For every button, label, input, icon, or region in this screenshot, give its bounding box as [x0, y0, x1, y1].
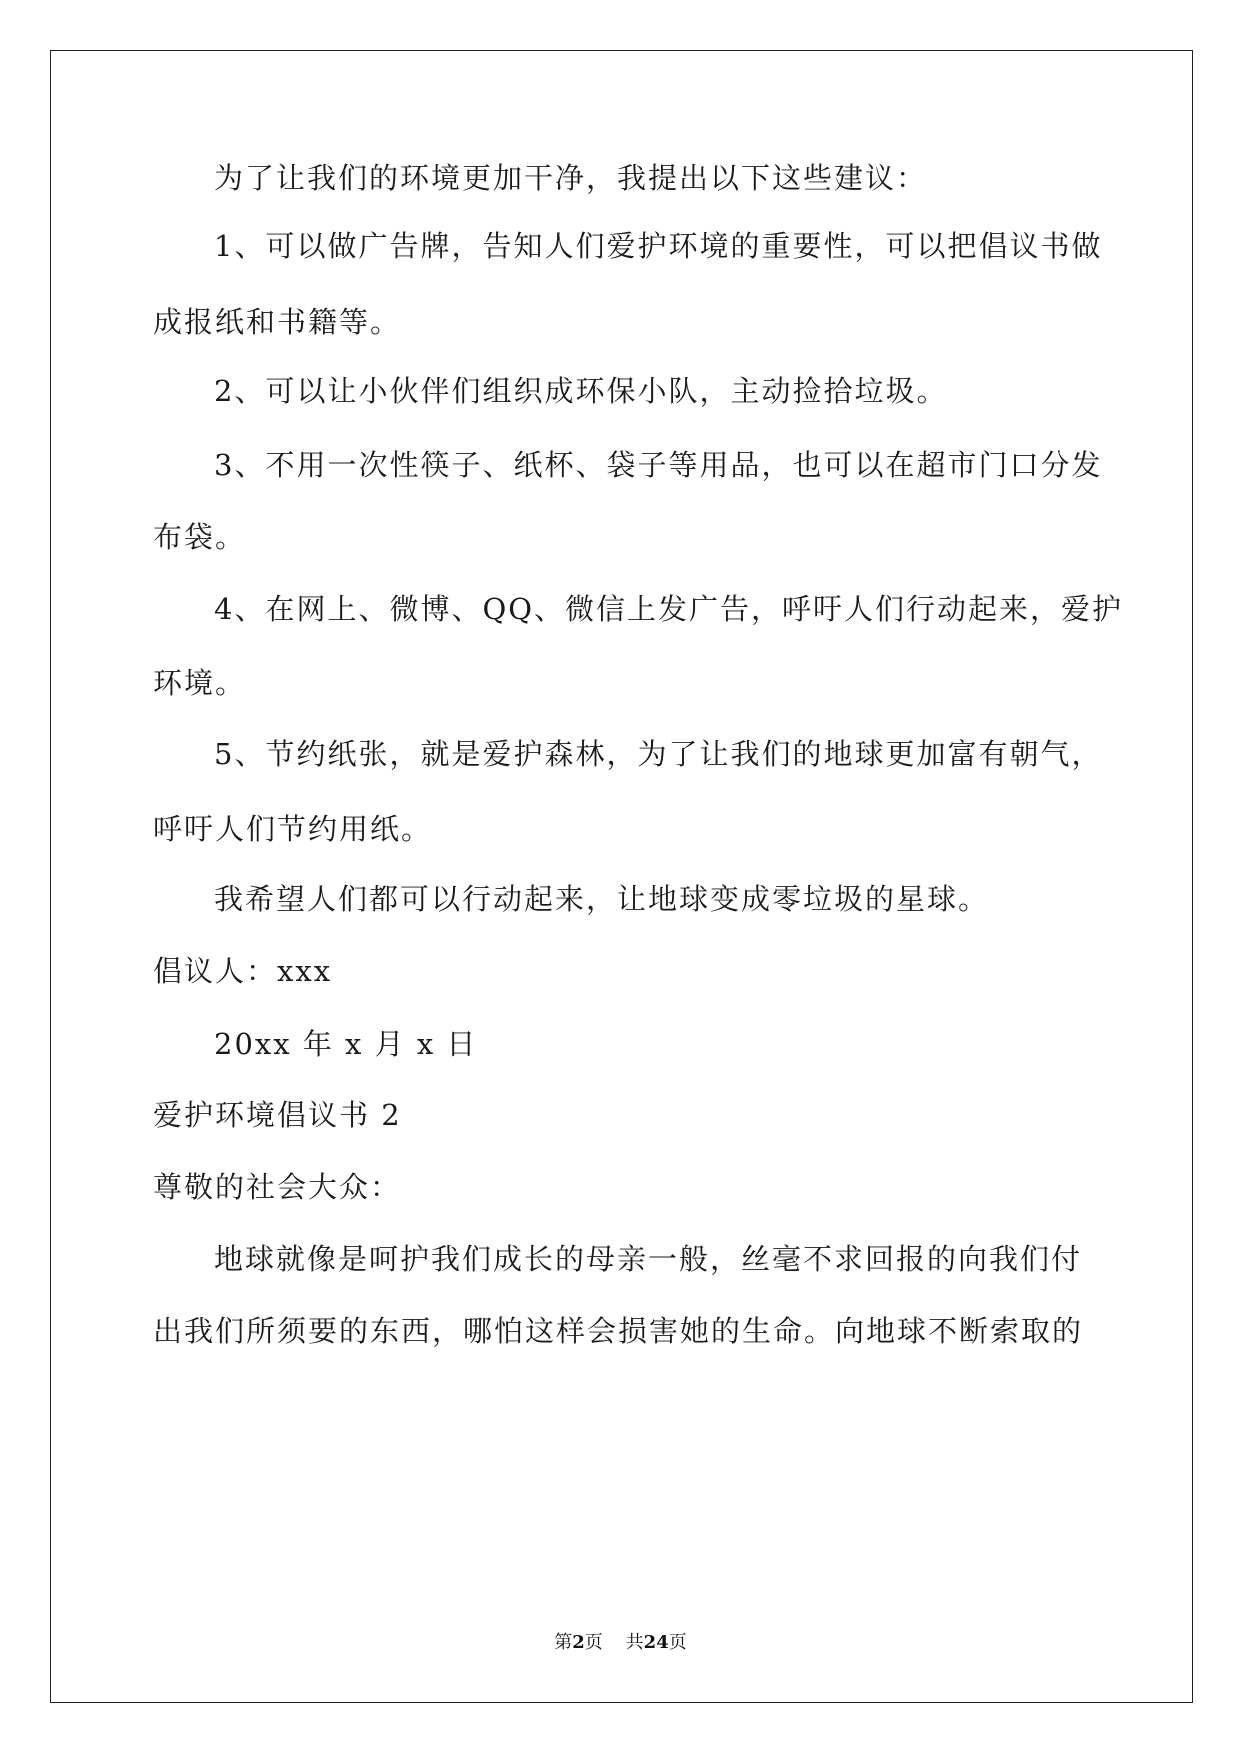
suggestion-4-line-1: 4、在网上、微博、QQ、微信上发广告，呼吁人们行动起来，爱护	[214, 592, 1124, 626]
date-line: 20xx 年 x 月 x 日	[214, 1027, 478, 1061]
body-paragraph-line-1: 地球就像是呵护我们成长的母亲一般，丝毫不求回报的向我们付	[214, 1242, 1083, 1276]
suggestion-1-line-2: 成报纸和书籍等。	[153, 305, 402, 339]
suggestion-4-line-2: 环境。	[153, 666, 247, 700]
closing-paragraph: 我希望人们都可以行动起来，让地球变成零垃圾的星球。	[214, 882, 990, 916]
page-suffix: 页	[584, 1632, 603, 1653]
total-pages: 24	[643, 1632, 669, 1653]
total-suffix: 页	[668, 1632, 687, 1653]
paragraph-intro: 为了让我们的环境更加干净，我提出以下这些建议：	[214, 161, 928, 195]
suggestion-2: 2、可以让小伙伴们组织成环保小队，主动捡拾垃圾。	[214, 374, 948, 408]
salutation: 尊敬的社会大众：	[153, 1170, 402, 1204]
section-title: 爱护环境倡议书 2	[153, 1098, 402, 1132]
suggestion-3-line-1: 3、不用一次性筷子、纸杯、袋子等用品，也可以在超市门口分发	[214, 448, 1103, 482]
proposer-line: 倡议人：xxx	[153, 954, 333, 988]
page-number: 2	[572, 1632, 585, 1653]
page-border	[50, 50, 1193, 1703]
suggestion-5-line-1: 5、节约纸张，就是爱护森林，为了让我们的地球更加富有朝气，	[214, 737, 1103, 771]
page-footer	[0, 1631, 1241, 1655]
page-prefix: 第	[554, 1632, 573, 1653]
total-prefix: 共	[625, 1632, 644, 1653]
suggestion-3-line-2: 布袋。	[153, 520, 247, 554]
suggestion-5-line-2: 呼吁人们节约用纸。	[153, 812, 433, 846]
body-paragraph-line-2: 出我们所须要的东西，哪怕这样会损害她的生命。向地球不断索取的	[153, 1314, 1084, 1348]
suggestion-1-line-1: 1、可以做广告牌，告知人们爱护环境的重要性，可以把倡议书做	[214, 229, 1103, 263]
